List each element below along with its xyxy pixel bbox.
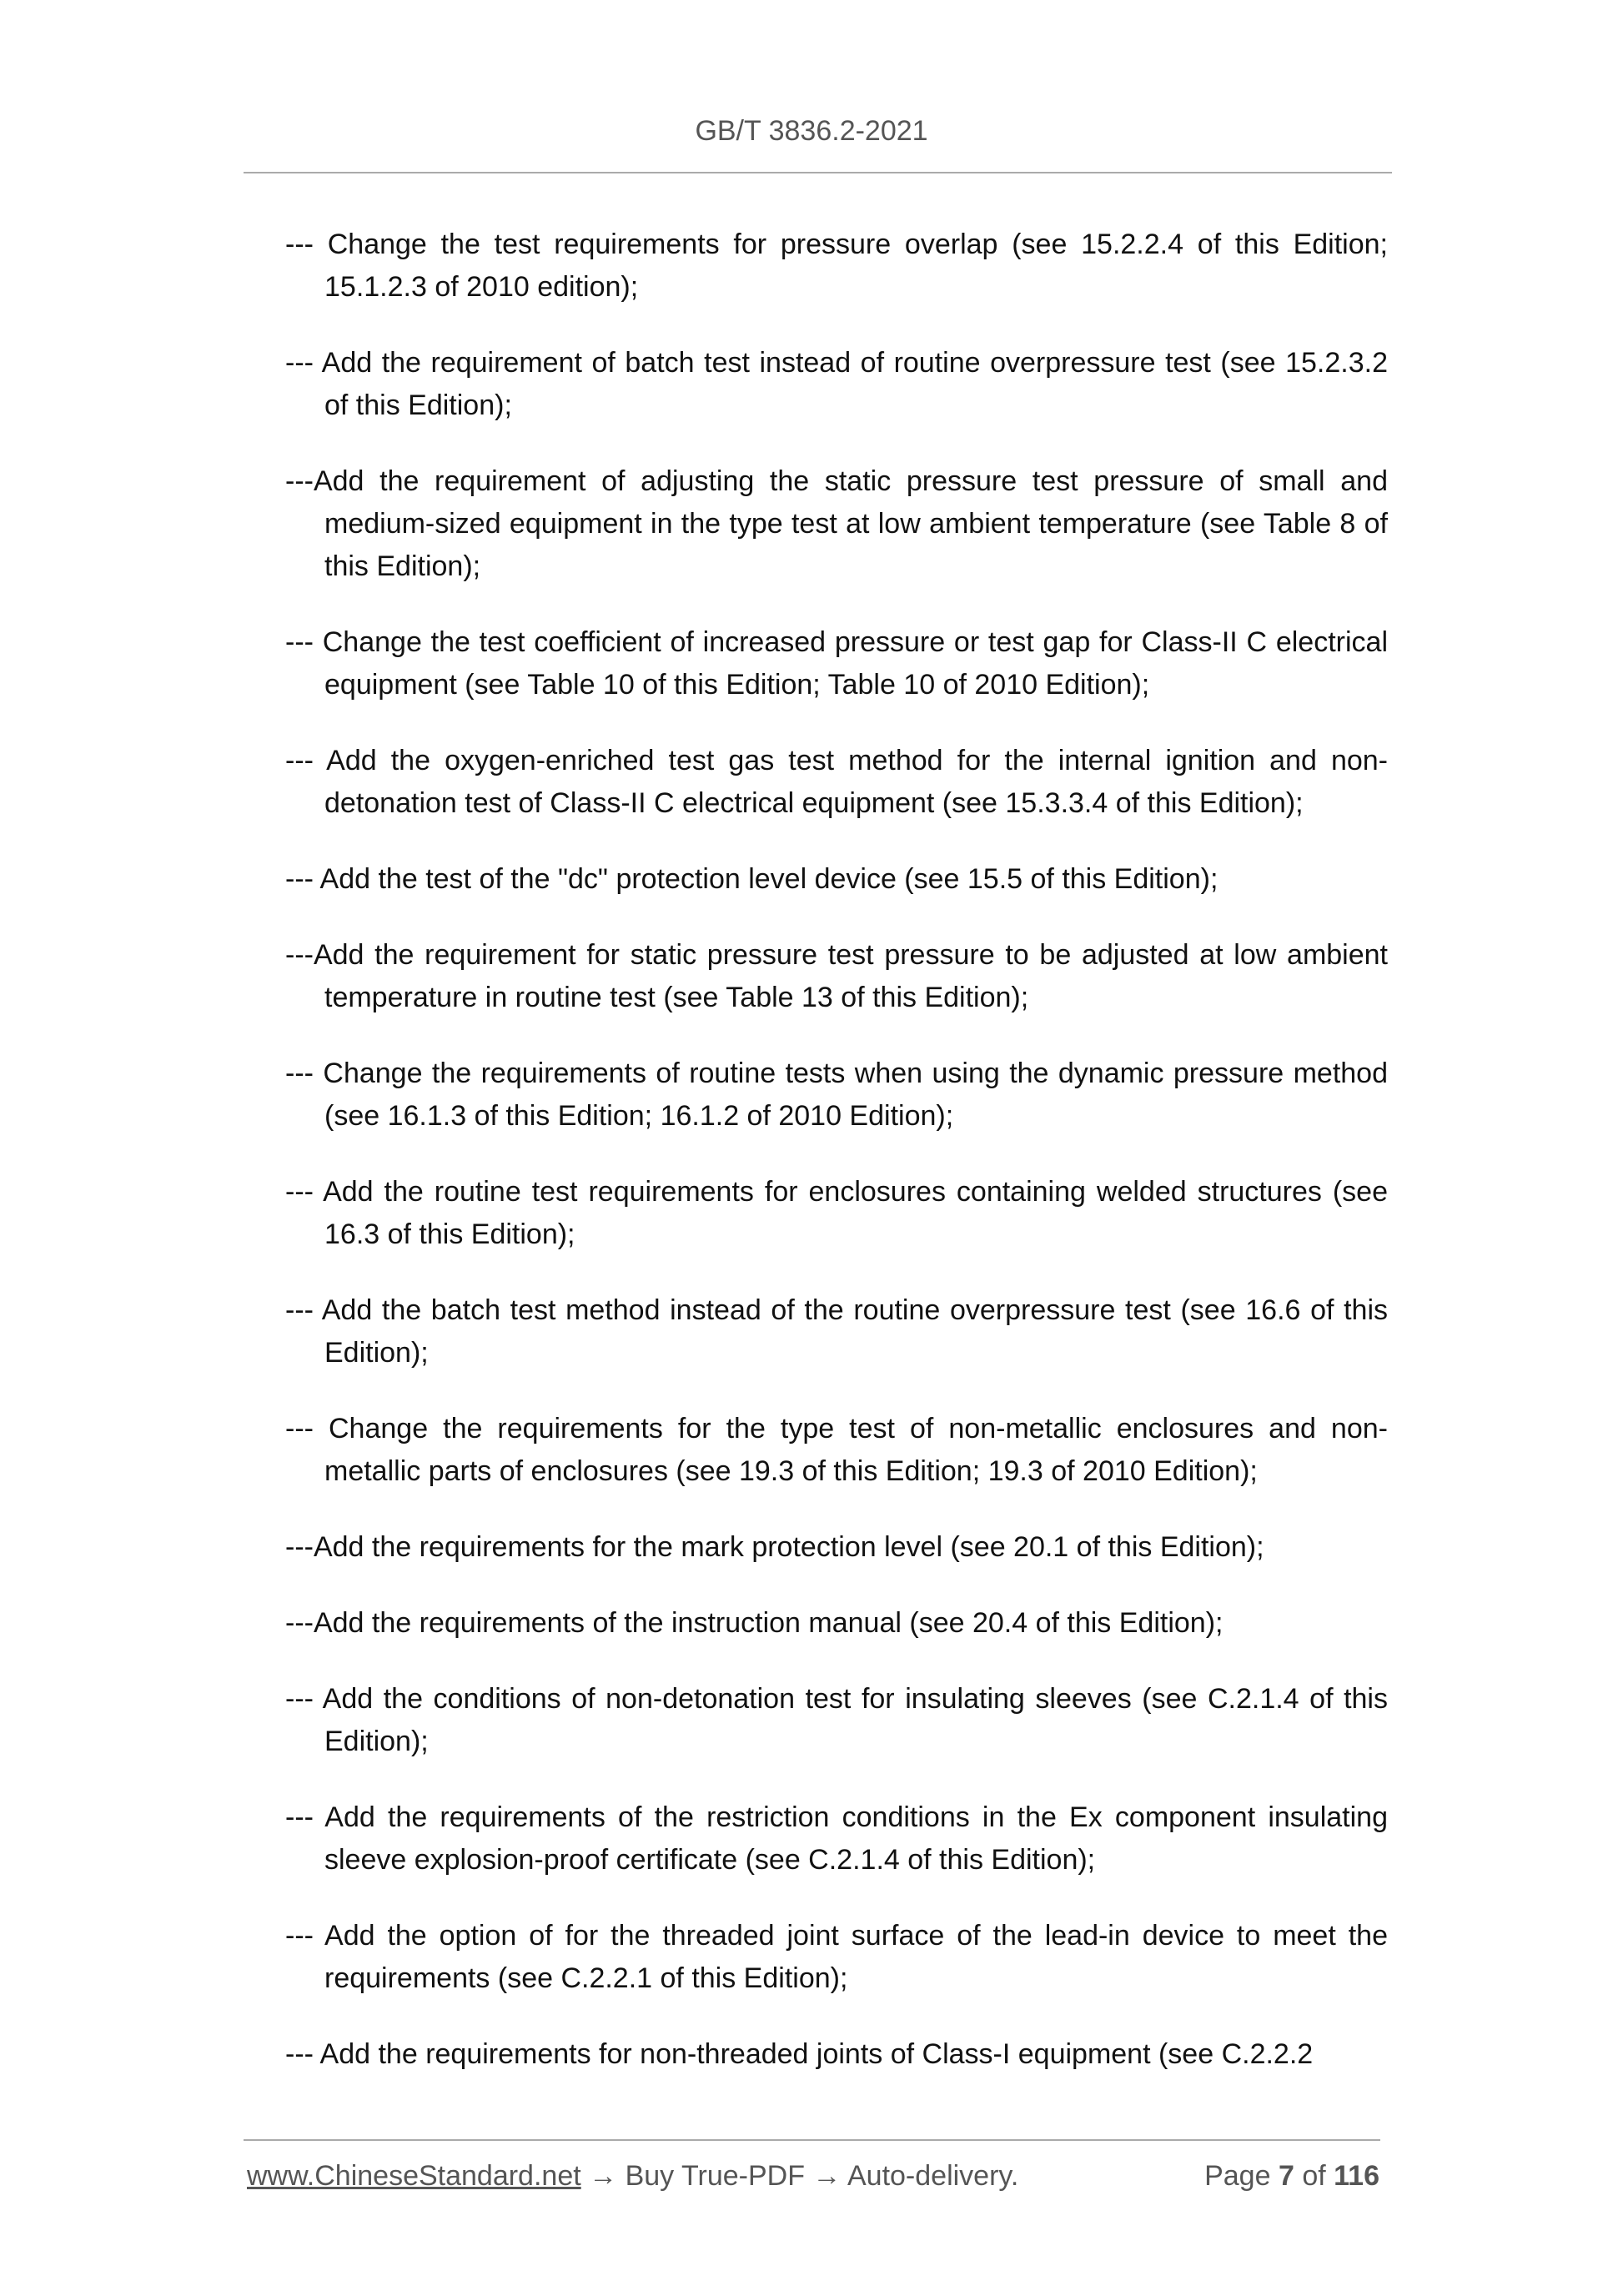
page-number — [1204, 2160, 1379, 2193]
list-item: --- Change the requirements for the type test of non-metallic enclosures and non-metallic parts of enclosures (see 19.3 of this Edition; 19.3 of 2010 Edition); — [285, 1413, 1388, 1487]
page-current: 7 — [1278, 2160, 1294, 2192]
list-item: --- Add the routine test requirements for enclosures containing welded structures (see 16.3 of this Edition); — [285, 1176, 1388, 1250]
page-footer — [247, 2160, 1379, 2193]
footer-promo — [247, 2160, 1018, 2193]
list-item: --- Change the requirements of routine tests when using the dynamic pressure method (see 16.1.3 of this Edition; 16.1.2 of 2010 Edition); — [285, 1058, 1388, 1132]
list-item: ---Add the requirements of the instruction manual (see 20.4 of this Edition); — [285, 1607, 1224, 1639]
list-item: ---Add the requirement of adjusting the static pressure test pressure of small and medium-sized equipment in the type test at low ambient temperature (see Table 8 of this Edition); — [285, 465, 1388, 582]
page-of: of — [1302, 2160, 1326, 2192]
document-header: GB/T 3836.2-2021 — [695, 115, 928, 147]
page-total: 116 — [1334, 2160, 1379, 2192]
footer-divider — [244, 2139, 1380, 2141]
list-item: --- Add the batch test method instead of the routine overpressure test (see 16.6 of this Edition); — [285, 1294, 1388, 1369]
list-item: --- Add the oxygen-enriched test gas test method for the internal ignition and non-detonation test of Class-II C electrical equipment (see 15.3.3.4 of this Edition); — [285, 745, 1388, 819]
header-divider — [244, 172, 1392, 173]
list-item: --- Add the requirements of the restriction conditions in the Ex component insulating sleeve explosion-proof certificate (see C.2.1.4 of this Edition); — [285, 1801, 1388, 1876]
footer-tagline: → Buy True-PDF → Auto-delivery. — [580, 2160, 1019, 2192]
list-item: --- Add the requirement of batch test instead of routine overpressure test (see 15.2.3.2 of this Edition); — [285, 347, 1388, 421]
list-item: --- Change the test requirements for pressure overlap (see 15.2.2.4 of this Edition; 15.1.2.3 of 2010 edition); — [285, 229, 1388, 303]
list-item: ---Add the requirement for static pressure test pressure to be adjusted at low ambient temperature in routine test (see Table 13 of this Edition); — [285, 939, 1388, 1013]
list-item: --- Add the test of the "dc" protection level device (see 15.5 of this Edition); — [285, 863, 1219, 895]
website-link[interactable]: www.ChineseStandard.net — [247, 2160, 581, 2192]
list-item: ---Add the requirements for the mark protection level (see 20.1 of this Edition); — [285, 1531, 1264, 1563]
change-list — [285, 224, 1388, 2109]
list-item: --- Add the requirements for non-threaded joints of Class-I equipment (see C.2.2.2 — [285, 2038, 1314, 2070]
list-item: --- Change the test coefficient of increased pressure or test gap for Class-II C electrical equipment (see Table 10 of this Edition; Table 10 of 2010 Edition); — [285, 626, 1388, 701]
page-label: Page — [1204, 2160, 1271, 2192]
list-item: --- Add the conditions of non-detonation test for insulating sleeves (see C.2.1.4 of this Edition); — [285, 1683, 1388, 1757]
list-item: --- Add the option of for the threaded joint surface of the lead-in device to meet the requirements (see C.2.2.1 of this Edition); — [285, 1920, 1388, 1994]
